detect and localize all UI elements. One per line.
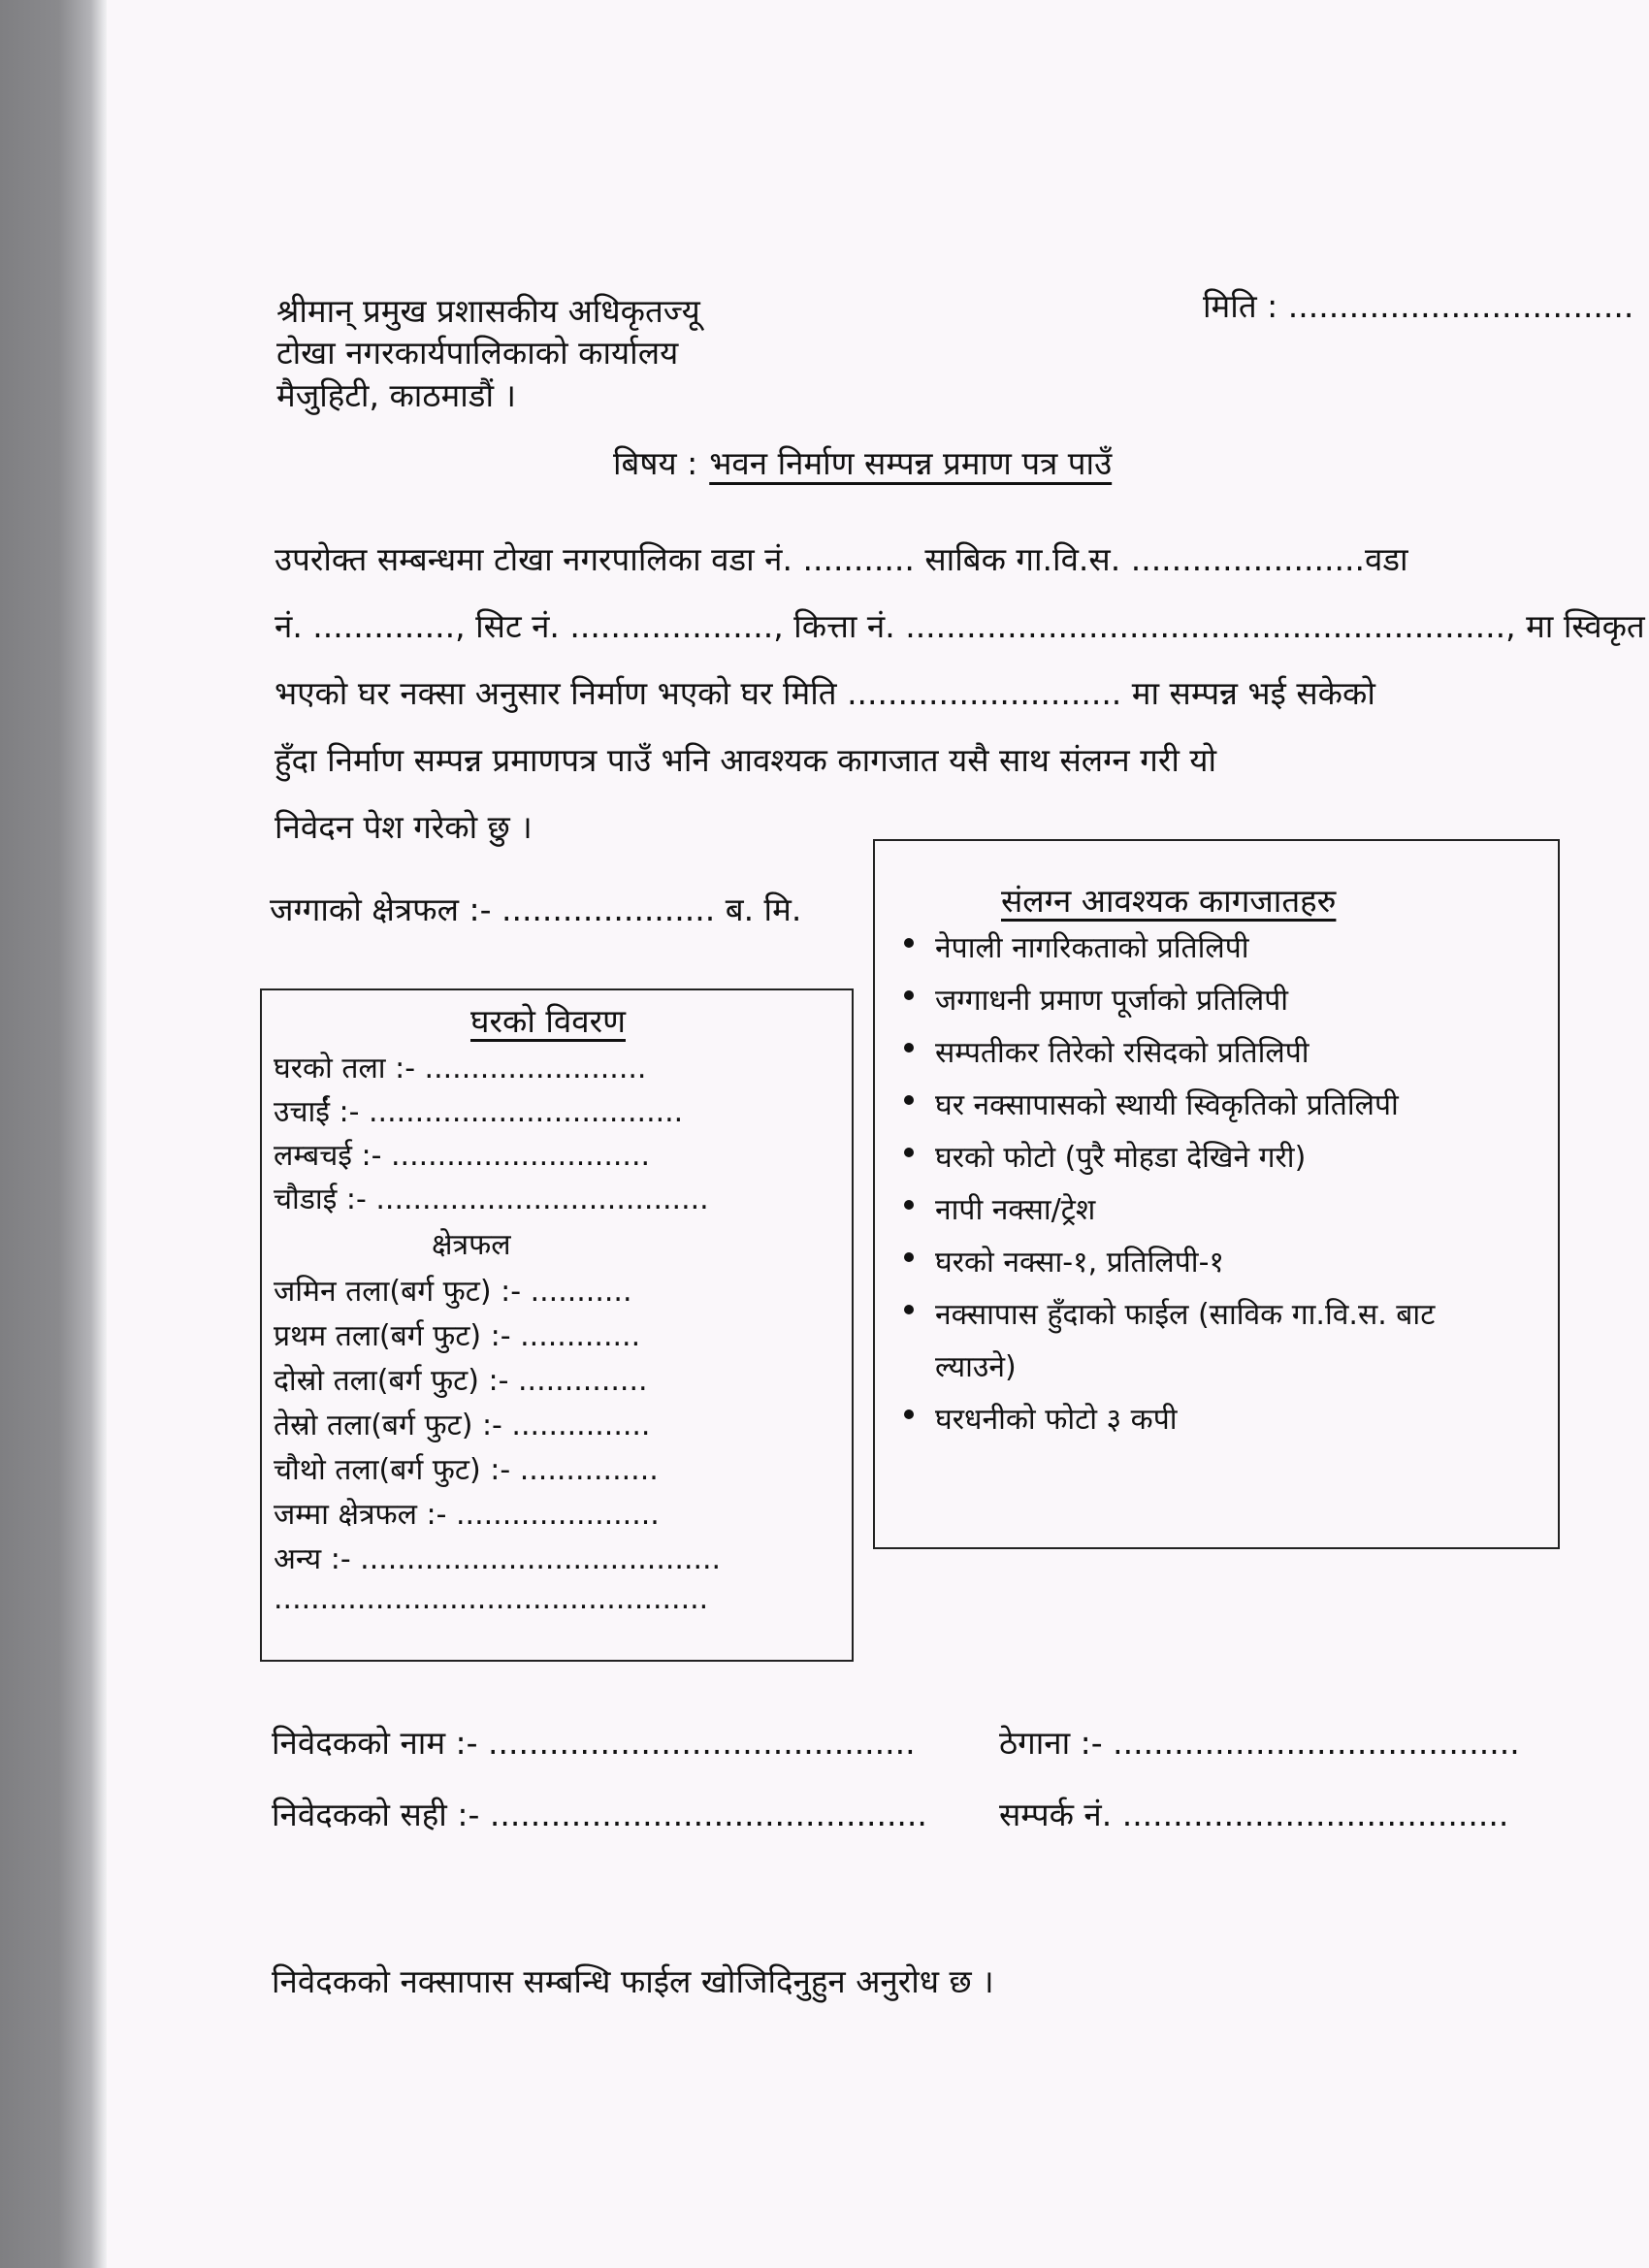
required-documents-title: संलग्न आवश्यक कागजातहरु: [1001, 882, 1337, 920]
contact-number-field[interactable]: सम्पर्क नं. ......................................: [999, 1796, 1509, 1833]
list-item: घरको फोटो (पुरै मोहडा देखिने गरी): [904, 1132, 1517, 1184]
house-height-field[interactable]: उचाईं :- ..................................: [274, 1095, 684, 1129]
bullet-icon: [904, 1252, 914, 1262]
house-width-field[interactable]: चौडाई :- ....................................: [274, 1183, 709, 1216]
third-floor-area-field[interactable]: तेस्रो तला(बर्ग फुट) :- ...............: [274, 1409, 651, 1442]
list-item: घर नक्सापासको स्थायी स्विकृतिको प्रतिलिपी: [904, 1080, 1517, 1132]
list-item: सम्पतीकर तिरेको रसिदको प्रतिलिपी: [904, 1027, 1517, 1080]
body-line: निवेदन पेश गरेको छु ।: [275, 808, 533, 846]
date-field[interactable]: मिति : ..................................: [1203, 287, 1634, 325]
bullet-icon: [904, 990, 914, 1000]
required-documents-box: [873, 839, 1560, 1549]
address-field[interactable]: ठेगाना :- ........................................: [999, 1724, 1520, 1762]
bullet-icon: [904, 1148, 914, 1157]
closing-request: निवेदकको नक्सापास सम्बन्धि फाईल खोजिदिनुहुन अनुरोध छ ।: [272, 1962, 994, 2000]
house-details-box: [260, 988, 854, 1662]
subject-label: बिषय :: [613, 444, 698, 482]
land-area-field[interactable]: जग्गाको क्षेत्रफल :- ..................... ब. मि.: [270, 891, 802, 928]
subject-text: भवन निर्माण सम्पन्न प्रमाण पत्र पाउँ: [709, 444, 1113, 482]
other-field[interactable]: अन्य :- .......................................: [274, 1542, 722, 1576]
bullet-icon: [904, 938, 914, 948]
bullet-icon: [904, 1043, 914, 1053]
bullet-icon: [904, 1305, 914, 1314]
first-floor-area-field[interactable]: प्रथम तला(बर्ग फुट) :- .............: [274, 1319, 641, 1353]
applicant-name-field[interactable]: निवेदकको नाम :- ..........................................: [272, 1724, 916, 1762]
bullet-icon: [904, 1200, 914, 1210]
area-heading: क्षेत्रफल: [432, 1228, 511, 1262]
house-floors-field[interactable]: घरको तला :- ........................: [274, 1052, 647, 1085]
body-line: भएको घर नक्सा अनुसार निर्माण भएको घर मिति ........................... मा सम्पन्न भई सकेको: [275, 674, 1375, 712]
recipient-line-2: टोखा नगरकार्यपालिकाको कार्यालय: [276, 334, 679, 372]
list-item: जग्गाधनी प्रमाण पूर्जाको प्रतिलिपी: [904, 975, 1517, 1027]
subject-line: [613, 444, 1112, 483]
body-line: नं. .............., सिट नं. ...................., कित्ता नं. ..........................................................., मा स्विकृत: [275, 607, 1645, 645]
fourth-floor-area-field[interactable]: चौथो तला(बर्ग फुट) :- ...............: [274, 1453, 659, 1487]
bullet-icon: [904, 1095, 914, 1105]
list-item: घरको नक्सा-१, प्रतिलिपी-१: [904, 1237, 1517, 1289]
extra-blank-line[interactable]: ...............................................: [274, 1582, 709, 1616]
scan-edge: [0, 0, 107, 2268]
recipient-line-1: श्रीमान् प्रमुख प्रशासकीय अधिकृतज्यू: [276, 292, 700, 330]
list-item: नापी नक्सा/ट्रेश: [904, 1184, 1517, 1237]
recipient-line-3: मैजुहिटी, काठमाडौं ।: [276, 376, 516, 414]
bullet-icon: [904, 1409, 914, 1419]
list-item: नेपाली नागरिकताको प्रतिलिपी: [904, 923, 1517, 975]
body-line: हुँदा निर्माण सम्पन्न प्रमाणपत्र पाउँ भनि आवश्यक कागजात यसै साथ संलग्न गरी यो: [275, 741, 1217, 779]
applicant-signature-field[interactable]: निवेदकको सही :- ...........................................: [272, 1796, 927, 1833]
list-item: नक्सापास हुँदाको फाईल (साविक गा.वि.स. बाट ल्याउने): [904, 1289, 1517, 1394]
total-area-field[interactable]: जम्मा क्षेत्रफल :- ......................: [274, 1498, 660, 1532]
body-line: उपरोक्त सम्बन्धमा टोखा नगरपालिका वडा नं. ........... साबिक गा.वि.स. .......................वडा: [275, 540, 1408, 578]
second-floor-area-field[interactable]: दोस्रो तला(बर्ग फुट) :- ..............: [274, 1364, 648, 1398]
house-details-title: घरको विवरण: [470, 1002, 626, 1040]
house-length-field[interactable]: लम्बचई :- ............................: [274, 1139, 651, 1173]
list-item: घरधनीको फोटो ३ कपी: [904, 1394, 1517, 1446]
ground-floor-area-field[interactable]: जमिन तला(बर्ग फुट) :- ...........: [274, 1275, 632, 1309]
